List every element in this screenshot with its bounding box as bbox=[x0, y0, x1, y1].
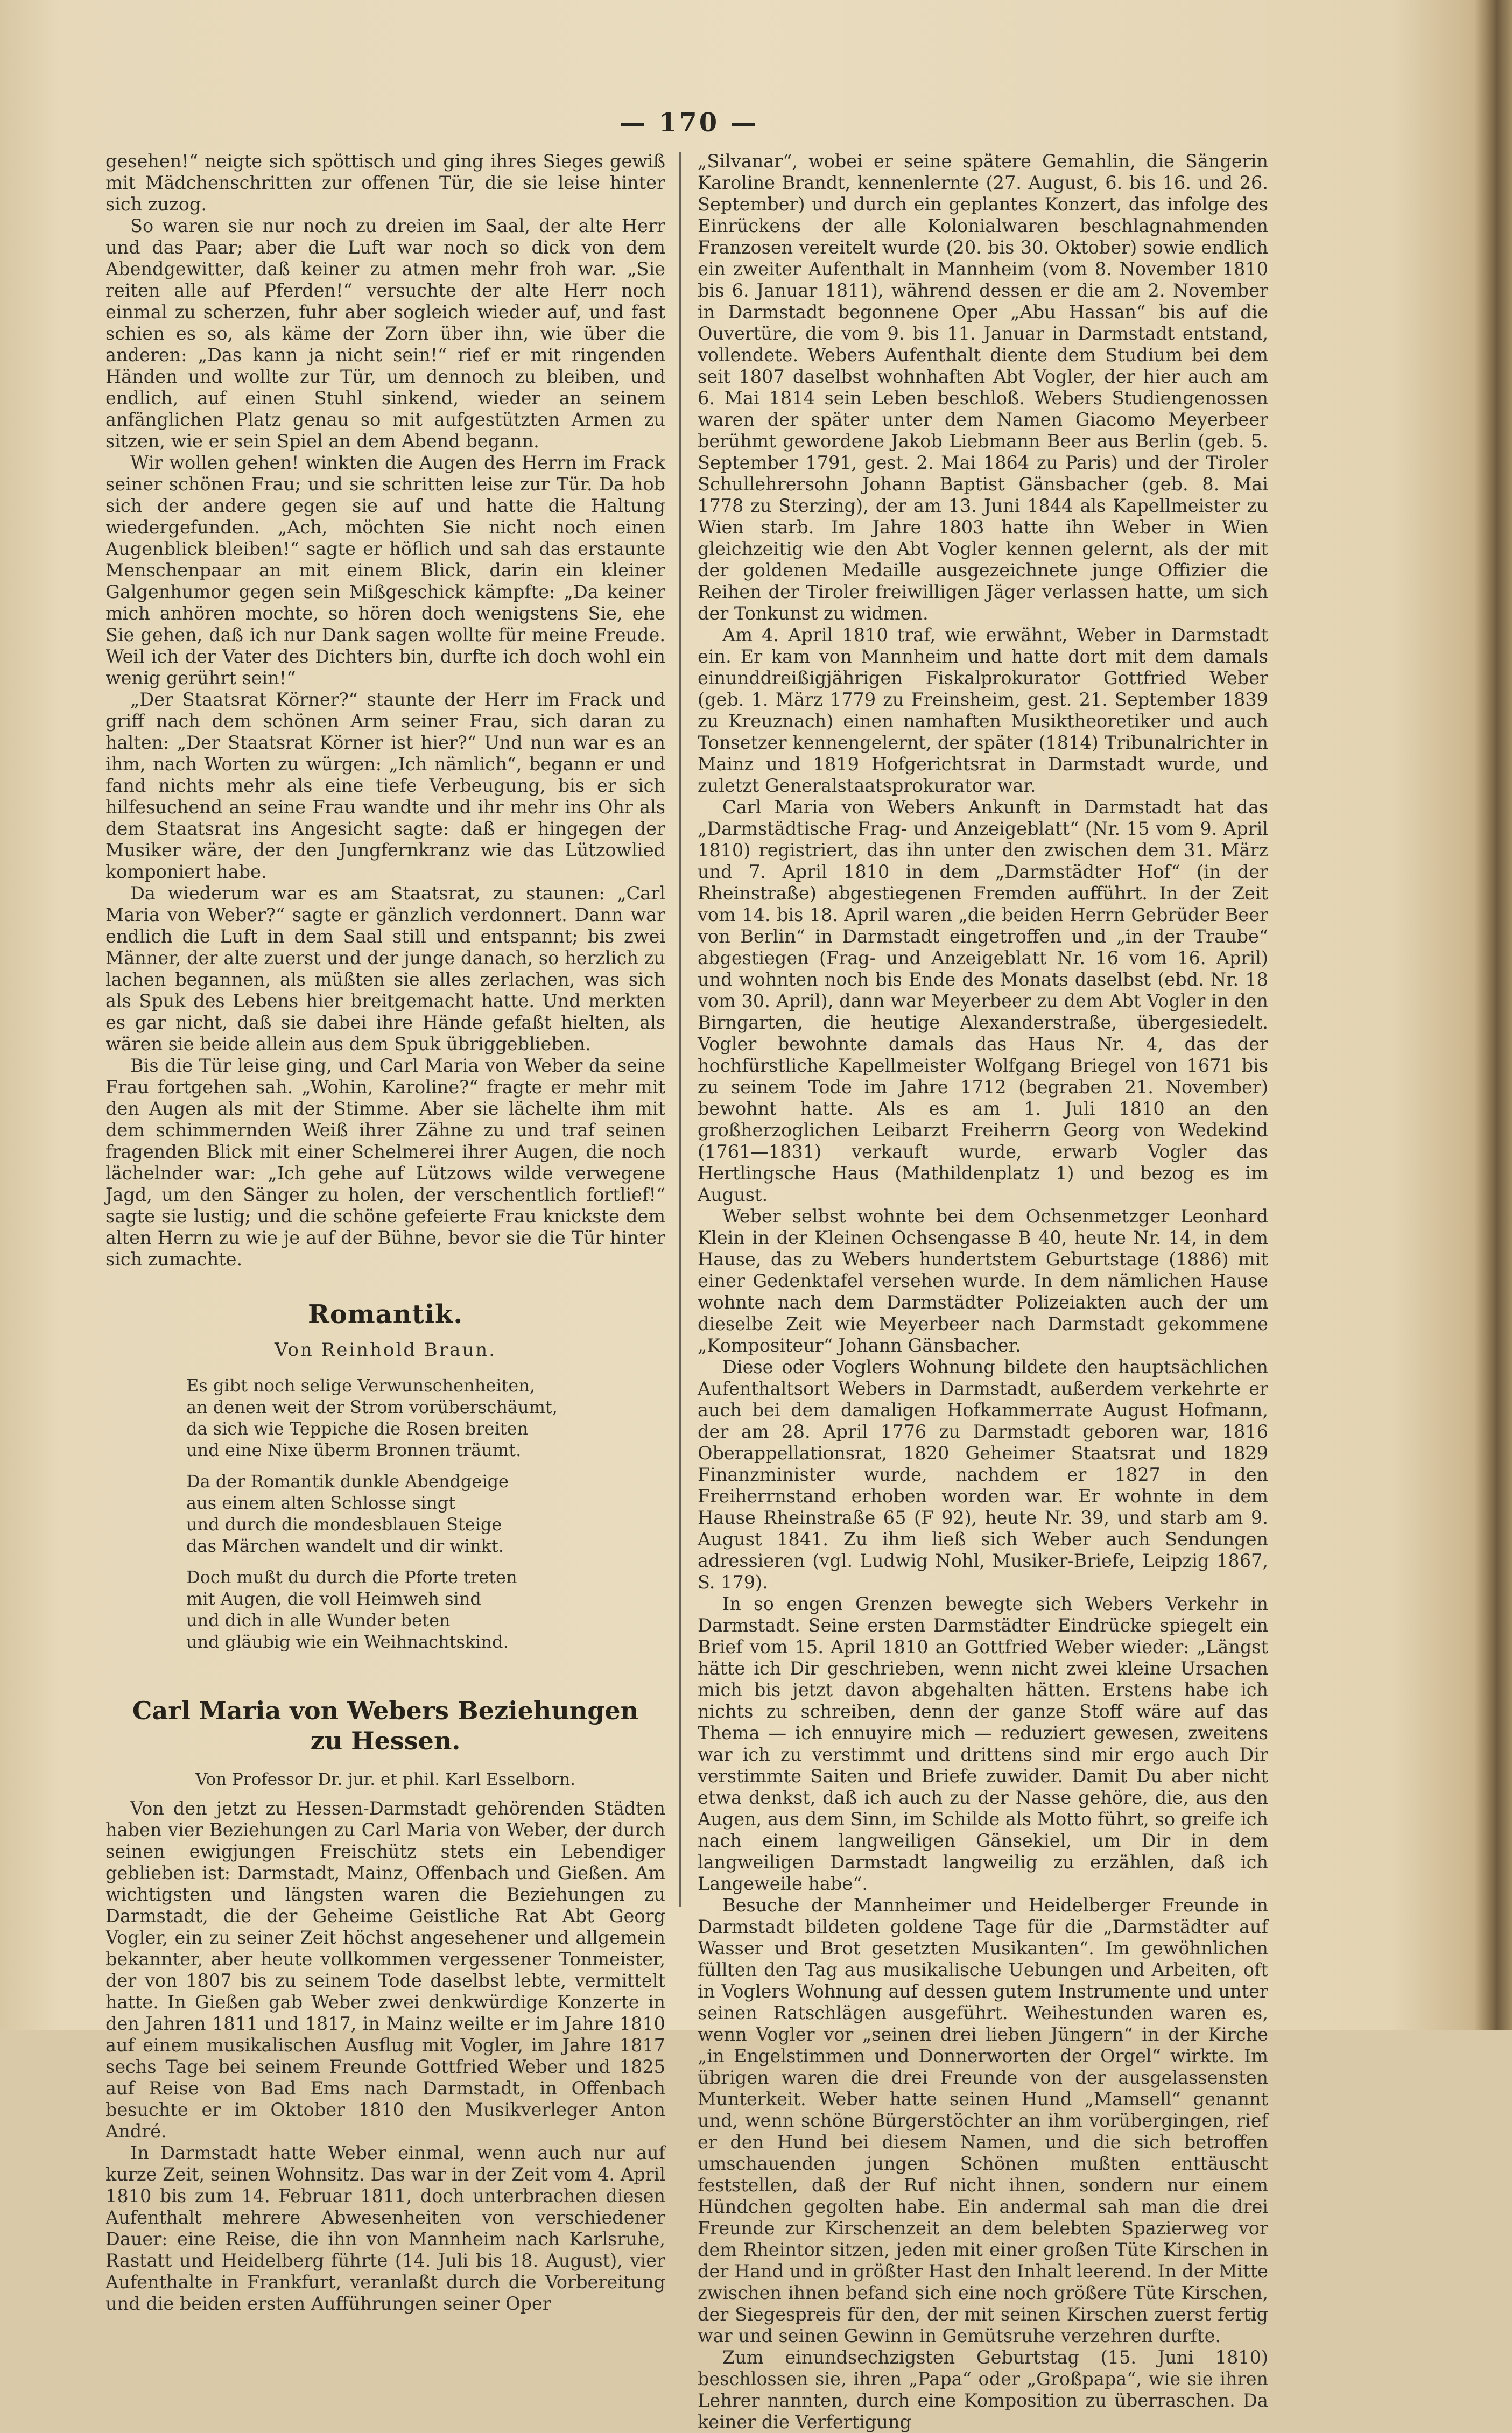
article-paragraph: „Silvanar“, wobei er seine spätere Gemahlin, die Sängerin Karoline Brandt, kennenlernte (27. August, 6. bis 16. und 26. September) und durch ein geplantes Konzert, das infolge des Einrückens der alle Kolonialwaren beschlagnahmenden Franzosen vereitelt wurde (20. bis 30. Oktober) sowie endlich ein zweiter Aufenthalt in Mannheim (vom 8. November 1810 bis 6. Januar 1811), während dessen er die am 2. November in Darmstadt begonnene Oper „Abu Hassan“ bis auf die Ouvertüre, die vom 9. bis 11. Januar in Darmstadt entstand, vollendete. Webers Aufenthalt diente dem Studium bei dem seit 1807 daselbst wohnhaften Abt Vogler, der hier auch am 6. Mai 1814 sein Leben beschloß. Webers Studiengenossen waren der später unter dem Namen Giacomo Meyerbeer berühmt gewordene Jakob Liebmann Beer aus Berlin (geb. 5. September 1791, gest. 2. Mai 1864 zu Paris) und der Tiroler Schullehrersohn Johann Baptist Gänsbacher (geb. 8. Mai 1778 zu Sterzing), der am 13. Juni 1844 als Kapellmeister zu Wien starb. Im Jahre 1803 hatte ihn Weber in Wien gleichzeitig wie den Abt Vogler kennen gelernt, als der mit der goldenen Medaille ausgezeichnete junge Offizier die Reihen der Tiroler freiwilligen Jäger verlassen hatte, um sich der Tonkunst zu widmen. bbox=[698, 151, 1268, 624]
article-paragraph: Carl Maria von Webers Ankunft in Darmstadt hat das „Darmstädtische Frag- und Anzeigeblatt“ (Nr. 15 vom 9. April 1810) registriert, das ihn unter den zwischen dem 31. März und 7. April 1810 in dem „Darmstädter Hof“ (in der Rheinstraße) abgestiegenen Fremden aufführt. In der Zeit vom 14. bis 18. April waren „die beiden Herrn Gebrüder Beer von Berlin“ in Darmstadt eingetroffen und „in der Traube“ abgestiegen (Frag- und Anzeigeblatt Nr. 16 vom 16. April) und wohnten noch bis Ende des Monats daselbst (ebd. Nr. 18 vom 30. April), dann war Meyerbeer zu dem Abt Vogler in den Birngarten, die heutige Alexanderstraße, übergesiedelt. Vogler bewohnte damals das Haus Nr. 4, das der hochfürstliche Kapellmeister Wolfgang Briegel von 1671 bis zu seinem Tode im Jahre 1712 (begraben 21. November) bewohnt hatte. Als es am 1. Juli 1810 an den großherzoglichen Leibarzt Freiherrn Georg von Wedekind (1761—1831) verkauft wurde, erwarb Vogler das Hertlingsche Haus (Mathildenplatz 1) und bezog es im August. bbox=[698, 797, 1268, 1205]
poem-line: Da der Romantik dunkle Abendgeige bbox=[186, 1471, 509, 1492]
right-column bbox=[698, 151, 1268, 2433]
story-paragraph: Da wiederum war es am Staatsrat, zu staunen: „Carl Maria von Weber?“ sagte er gänzlich verdonnert. Dann war endlich die Luft in dem Saal still und entspannt; bis zwei Männer, der alte zuerst und der junge danach, so herzlich zu lachen begannen, als müßten sie alles zerlachen, was sich als Spuk des Lebens hier breitgemacht hatte. Und merkten es gar nicht, daß sie dabei ihre Hände gefaßt hielten, als wären sie beide allein aus dem Spuk übriggeblieben. bbox=[106, 883, 665, 1054]
poem-stanza bbox=[186, 1471, 665, 1557]
story-paragraph: Wir wollen gehen! winkten die Augen des Herrn im Frack seiner schönen Frau; und sie schritten leise zur Tür. Da hob sich der andere gegen sie auf und hatte die Haltung wiedergefunden. „Ach, möchten Sie nicht noch einen Augenblick bleiben!“ sagte er höflich und sah das erstaunte Menschenpaar an mit einem Blick, darin ein kleiner Galgenhumor gegen sein Mißgeschick kämpfte: „Da keiner mich anhören mochte, so hören doch wenigstens Sie, ehe Sie gehen, daß ich nur Dank sagen wollte für meine Freude. Weil ich der Vater des Dichters bin, durfte ich doch wohl ein wenig gerührt sein!“ bbox=[106, 452, 665, 688]
story-paragraph: gesehen!“ neigte sich spöttisch und ging ihres Sieges gewiß mit Mädchenschritten zur offenen Tür, die sie leise hinter sich zuzog. bbox=[106, 151, 665, 215]
article-title-line: Carl Maria von Webers Beziehungen bbox=[132, 1696, 639, 1725]
article-paragraph: Zum einundsechzigsten Geburtstag (15. Juni 1810) beschlossen sie, ihren „Papa“ oder „Großpapa“, wie sie ihren Lehrer nannten, durch eine Komposition zu überraschen. Da keiner die Verfertigung bbox=[698, 2347, 1268, 2432]
poem-line: und eine Nixe überm Bronnen träumt. bbox=[186, 1440, 522, 1460]
poem-line: an denen weit der Strom vorüberschäumt, bbox=[186, 1397, 558, 1417]
poem-line: aus einem alten Schlosse singt bbox=[186, 1493, 455, 1513]
article-paragraph: In Darmstadt hatte Weber einmal, wenn auch nur auf kurze Zeit, seinen Wohnsitz. Das war in der Zeit vom 4. April 1810 bis zum 14. Februar 1811, doch unterbrachen diesen Aufenthalt mehrere Abwesenheiten von verschiedener Dauer: eine Reise, die ihn von Mannheim nach Karlsruhe, Rastatt und Heidelberg führte (14. Juli bis 18. August), vier Aufenthalte in Frankfurt, veranlaßt durch die Vorbereitung und die beiden ersten Aufführungen seiner Oper bbox=[106, 2142, 665, 2314]
article-title bbox=[106, 1696, 665, 1756]
article-paragraph: Am 4. April 1810 traf, wie erwähnt, Weber in Darmstadt ein. Er kam von Mannheim und hatte dort mit dem damals einunddreißigjährigen Fiskalprokurator Gottfried Weber (geb. 1. März 1779 zu Freinsheim, gest. 21. September 1839 zu Kreuznach) einen namhaften Musiktheoretiker und auch Tonsetzer kennengelernt, der später (1814) Tribunalrichter in Mainz und 1819 Hofgerichtsrat in Darmstadt wurde, und zuletzt Generalstaatsprokurator war. bbox=[698, 624, 1268, 796]
poem-stanza bbox=[186, 1375, 665, 1461]
article-paragraph: Von den jetzt zu Hessen-Darmstadt gehörenden Städten haben vier Beziehungen zu Carl Maria von Weber, der durch seinen ewigjungen Freischütz stets ein Lebendiger geblieben ist: Darmstadt, Mainz, Offenbach und Gießen. Am wichtigsten und längsten waren die Beziehungen zu Darmstadt, die der Geheime Geistliche Rat Abt Georg Vogler, ein zu seiner Zeit höchst angesehener und allgemein bekannter, aber heute vollkommen vergessener Tonmeister, der von 1807 bis zu seinem Tode daselbst lebte, vermittelt hatte. In Gießen gab Weber zwei denkwürdige Konzerte in den Jahren 1811 und 1817, in Mainz weilte er im Jahre 1810 auf einem musikalischen Ausflug mit Vogler, im Jahre 1817 sechs Tage bei seinem Freunde Gottfried Weber und 1825 auf Reise von Bad Ems nach Darmstadt, in Offenbach besuchte er im Oktober 1810 den Musikverleger Anton André. bbox=[106, 1798, 665, 2142]
article-paragraph: In so engen Grenzen bewegte sich Webers Verkehr in Darmstadt. Seine ersten Darmstädter Eindrücke spiegelt ein Brief vom 15. April 1810 an Gottfried Weber wieder: „Längst hätte ich Dir geschrieben, wenn nicht zwei kleine Ursachen mich bis jetzt davon abgehalten hätten. Erstens habe ich nichts zu schreiben, denn der ganze Stoff wäre auf das Thema — ich ennuyire mich — reduziert gewesen, zweitens war ich zu verstimmt und drittens sind mir ergo auch Dir verstimmte Saiten und Briefe zuwider. Damit Du aber nicht etwa denkst, daß ich auch zu der Nasse gehöre, die, aus den Augen, aus dem Sinn, im Schilde als Motto führt, so greife ich nach einem langweiligen Gänsekiel, um Dir in dem langweiligen Darmstadt langweilig zu erzählen, daß ich Langeweile habe“. bbox=[698, 1593, 1268, 1894]
book-page-edge bbox=[1474, 0, 1512, 2030]
poem-line: mit Augen, die voll Heimweh sind bbox=[186, 1588, 481, 1609]
poem-line: und gläubig wie ein Weihnachtskind. bbox=[186, 1632, 509, 1652]
poem-line: und durch die mondesblauen Steige bbox=[186, 1514, 502, 1535]
story-paragraph: „Der Staatsrat Körner?“ staunte der Herr im Frack und griff nach dem schönen Arm seiner Frau, sich daran zu halten: „Der Staatsrat Körner ist hier?“ Und nun war es an ihm, nach Worten zu würgen: „Ich nämlich“, begann er und fand nichts mehr als eine tiefe Verbeugung, bis er sich hilfesuchend an seine Frau wandte und ihr mehr ins Ohr als dem Staatsrat ins Angesicht sagte: daß er hingegen der Musiker wäre, der den Jungfernkranz wie das Lützowlied komponiert habe. bbox=[106, 689, 665, 882]
poem-author: Von Reinhold Braun. bbox=[274, 1339, 497, 1361]
poem-line: und dich in alle Wunder beten bbox=[186, 1610, 451, 1630]
page-number: — 170 — bbox=[620, 108, 758, 138]
article-paragraph: Weber selbst wohnte bei dem Ochsenmetzger Leonhard Klein in der Kleinen Ochsengasse B 40, heute Nr. 14, in dem Hause, das zu Webers hundertstem Geburtstage (1886) mit einer Gedenktafel versehen wurde. In dem nämlichen Hause wohnte nach dem Darmstädter Polizeiakten auch der um dieselbe Zeit wie Meyerbeer nach Darmstadt gekommene „Kompositeur“ Johann Gänsbacher. bbox=[698, 1206, 1268, 1356]
poem-line: das Märchen wandelt und dir winkt. bbox=[186, 1536, 504, 1556]
story-paragraph: Bis die Tür leise ging, und Carl Maria von Weber da seine Frau fortgehen sah. „Wohin, Karoline?“ fragte er mehr mit den Augen als mit der Stimme. Aber sie lächelte ihm mit dem schimmernden Weiß ihrer Zähne zu und traf seinen fragenden Blick mit einer Schelmerei ihrer Augen, die noch lächelnder war: „Ich gehe auf Lützows wilde verwegene Jagd, um den Sänger zu holen, der verschentlich fortlief!“ sagte sie lustig; und die schöne gefeierte Frau knickste dem alten Herrn zu wie je auf der Bühne, bevor sie die Tür hinter sich zumachte. bbox=[106, 1055, 665, 1270]
article-author: Von Professor Dr. jur. et phil. Karl Esselborn. bbox=[195, 1770, 576, 1789]
poem-title: Romantik. bbox=[307, 1299, 463, 1330]
article-title-line: zu Hessen. bbox=[310, 1726, 461, 1755]
article-paragraph: Diese oder Voglers Wohnung bildete den hauptsächlichen Aufenthaltsort Webers in Darmstadt, außerdem verkehrte er auch bei dem damaligen Hofkammerrate August Hofmann, der am 28. April 1776 zu Darmstadt geboren war, 1816 Oberappellationsrat, 1820 Geheimer Staatsrat und 1829 Finanzminister wurde, nachdem er 1827 in den Freiherrnstand erhoben worden war. Er wohnte in dem Hause Rheinstraße 65 (F 92), heute Nr. 39, und starb am 9. August 1841. Zu ihm ließ sich Weber auch Sendungen adressieren (vgl. Ludwig Nohl, Musiker-Briefe, Leipzig 1867, S. 179). bbox=[698, 1356, 1268, 1593]
poem-line: Doch mußt du durch die Pforte treten bbox=[186, 1567, 517, 1587]
poem-stanza bbox=[186, 1566, 665, 1653]
poem-line: da sich wie Teppiche die Rosen breiten bbox=[186, 1418, 529, 1439]
story-paragraph: So waren sie nur noch zu dreien im Saal, der alte Herr und das Paar; aber die Luft war noch so dick von dem Abendgewitter, daß keiner zu atmen mehr froh war. „Sie reiten alle auf Pferden!“ versuchte der alte Herr noch einmal zu scherzen, fuhr aber sogleich wieder auf, und fast schien es so, als käme der Zorn über ihn, wie über die anderen: „Das kann ja nicht sein!“ rief er mit ringenden Händen und wollte zur Tür, um dennoch zu bleiben, und endlich, auf einen Stuhl sinkend, wieder an seinem anfänglichen Platz genau so mit aufgestützten Armen zu sitzen, wie er sein Spiel an dem Abend begann. bbox=[106, 215, 665, 452]
column-divider bbox=[679, 152, 681, 1907]
poem-line: Es gibt noch selige Verwunschenheiten, bbox=[186, 1375, 536, 1396]
article-paragraph: Besuche der Mannheimer und Heidelberger Freunde in Darmstadt bildeten goldene Tage für die „Darmstädter auf Wasser und Brot gesetzten Musikanten“. Im gewöhnlichen füllten den Tag aus musikalische Uebungen und Arbeiten, oft in Voglers Wohnung auf dessen gutem Instrumente und unter seinen Ratschlägen ausgeführt. Weihestunden waren es, wenn Vogler vor „seinen drei lieben Jüngern“ in der Kirche „in Engelstimmen und Donnerworten der Orgel“ wirkte. Im übrigen waren die drei Freunde von der ausgelassensten Munterkeit. Weber hatte seinen Hund „Mamsell“ genannt und, wenn schöne Bürgerstöchter an ihm vorübergingen, rief er den Hund bei diesem Namen, und die sich betroffen umschauenden jungen Schönen mußten enttäuscht feststellen, daß der Ruf nicht ihnen, sondern nur einem Hündchen gegolten habe. Ein andermal sah man die drei Freunde zur Kirschenzeit an dem belebten Spazierweg vor dem Rheintor sitzen, jeden mit einer großen Tüte Kirschen in der Hand und in größter Hast den Inhalt leerend. In der Mitte zwischen ihnen befand sich eine noch größere Tüte Kirschen, der Siegespreis für den, der mit seinen Kirschen zuerst fertig war und seinen Gewinn in Gemütsruhe verzehren durfte. bbox=[698, 1895, 1268, 2346]
left-column bbox=[106, 151, 665, 2315]
poem-body bbox=[186, 1375, 665, 1653]
